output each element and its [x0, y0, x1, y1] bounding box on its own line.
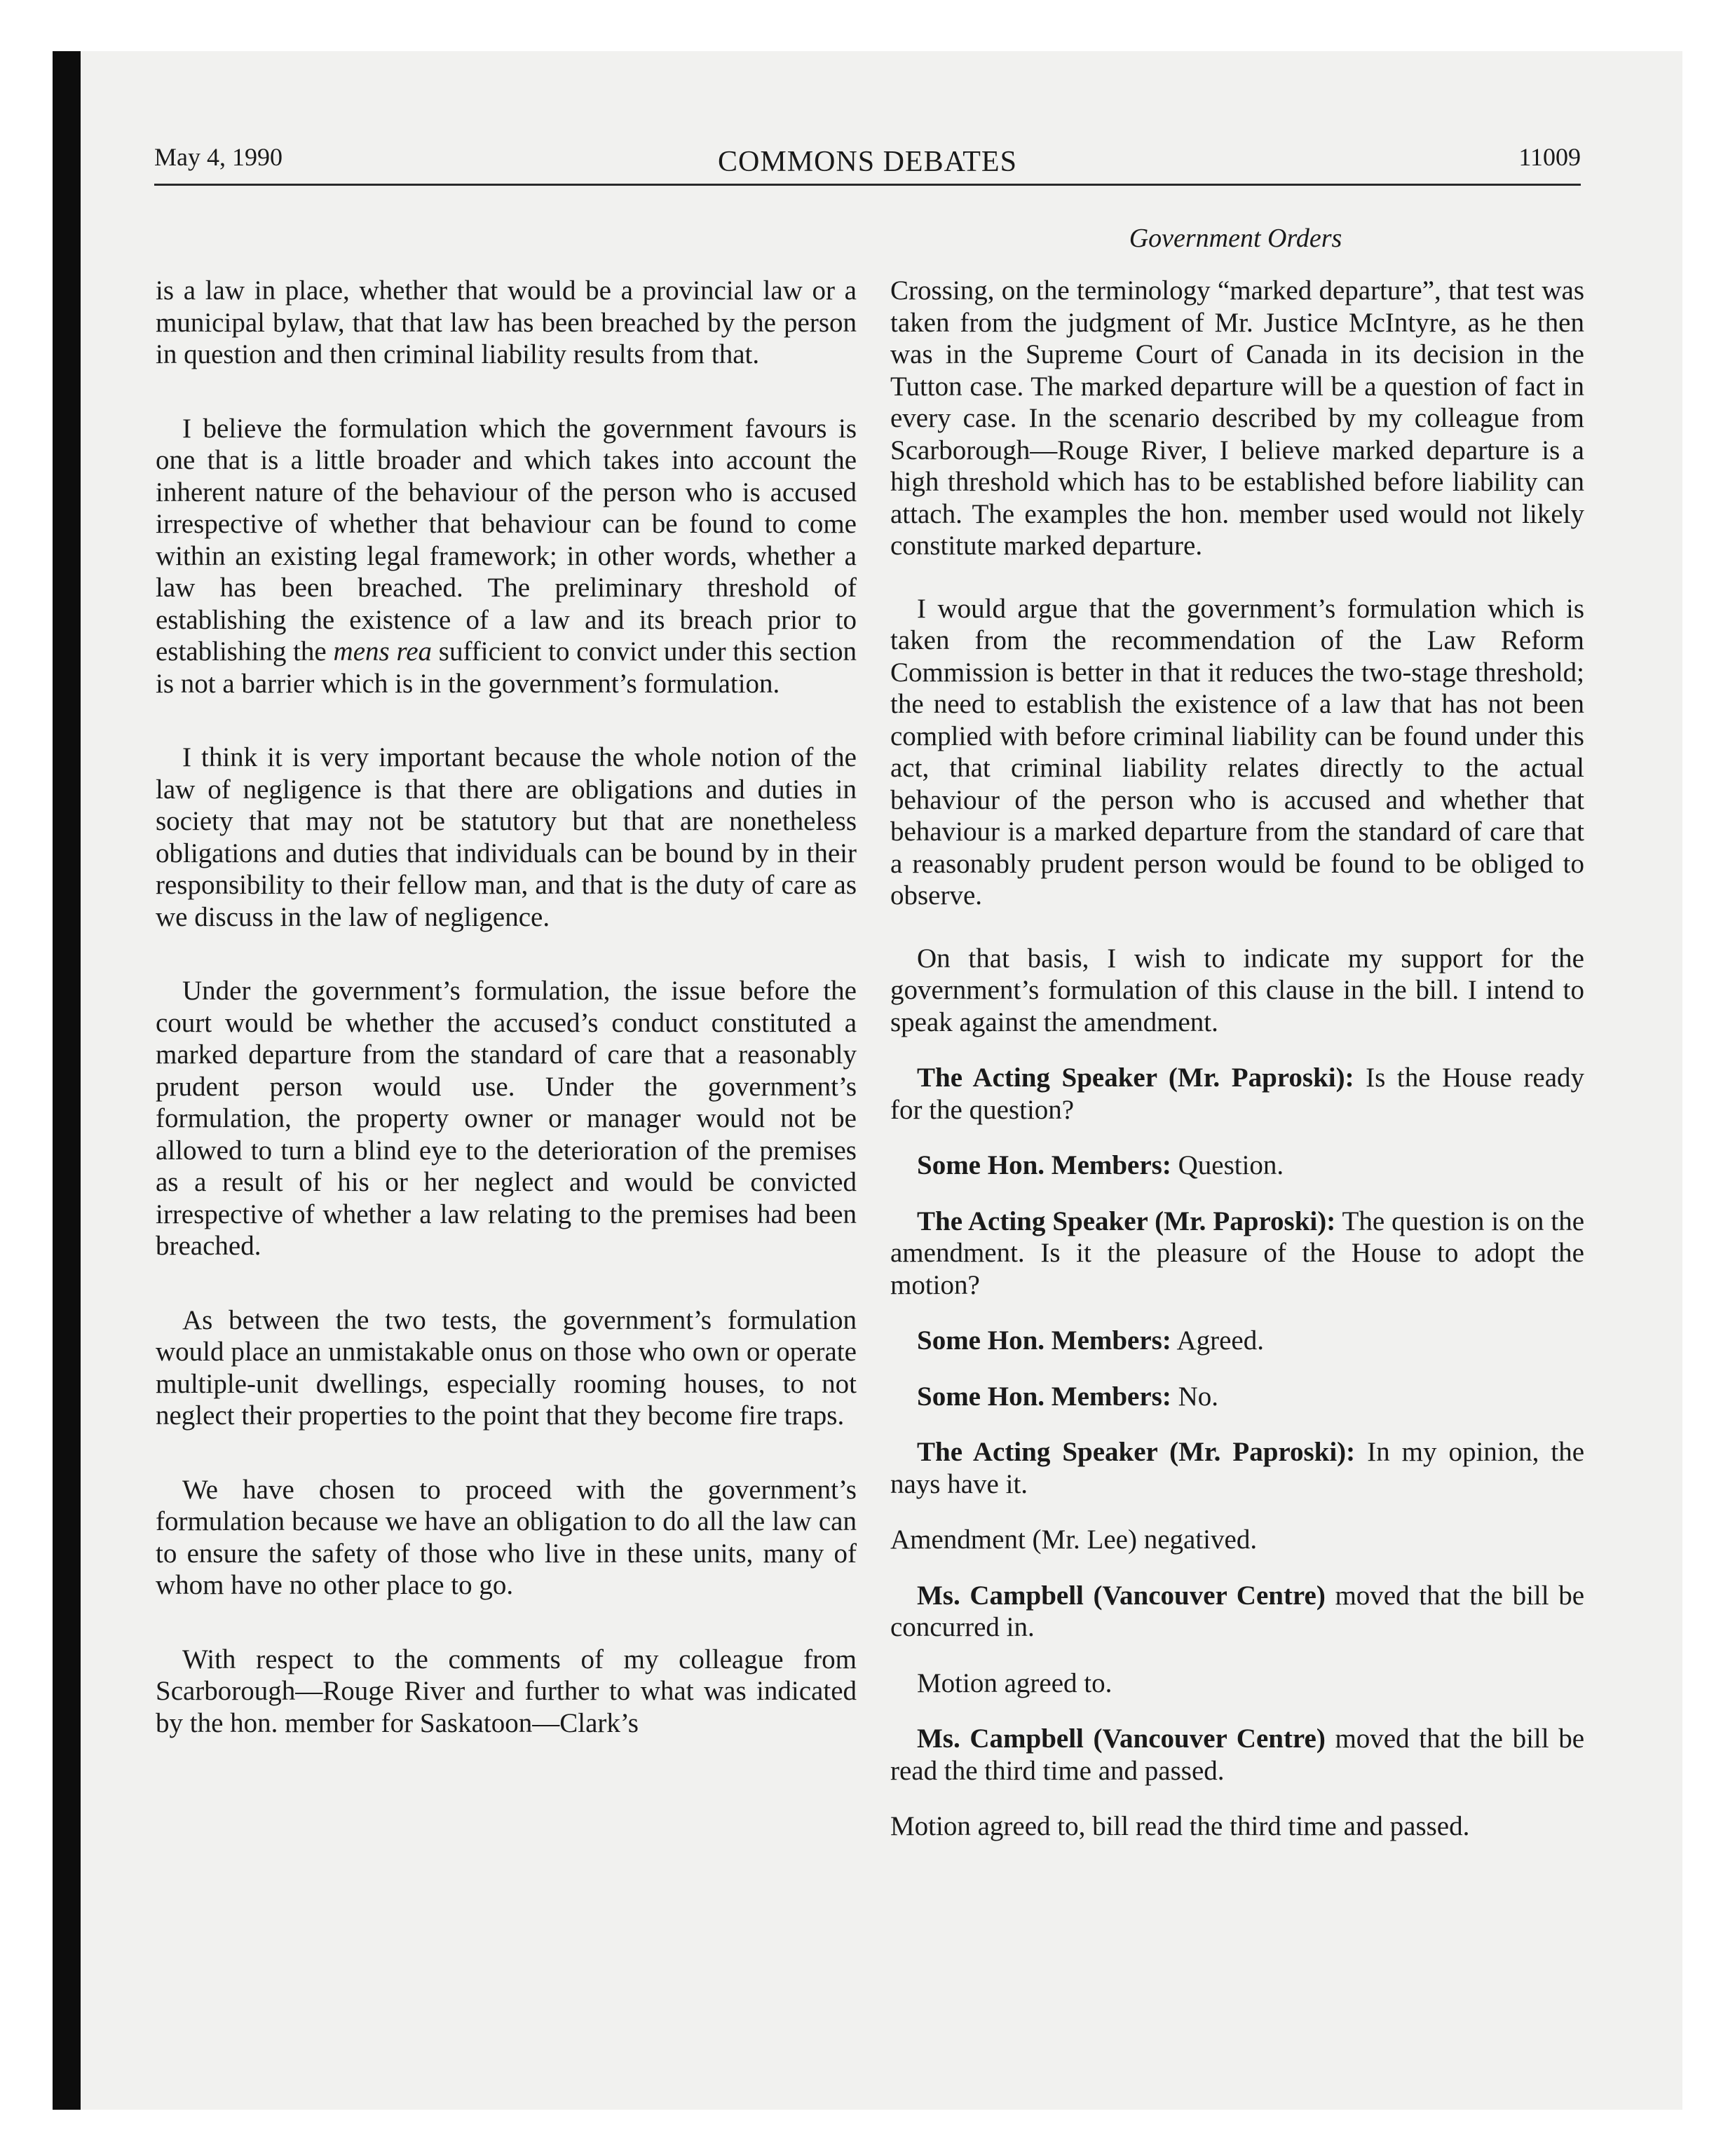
speech-text: Agreed.: [1176, 1325, 1264, 1356]
paragraph: Under the government’s formulation, the issue before the court would be whether the accused’s conduct constituted a marked departure from the standard of care that a reasonably prudent person would use. Under the government’s formulation, the property owner or manager would not be allowed to turn a blind eye to the deterioration of the premises as a result of his or her neglect and would be convicted irrespective of whether a law relating to the premises had been breached.: [156, 976, 857, 1261]
speech-text: The question is on the amendment. Is it the pleasure of the House to adopt the motion?: [890, 1206, 1585, 1300]
speech: [890, 1325, 1584, 1357]
speech-text: moved that the bill be concurred in.: [890, 1580, 1585, 1642]
speech-text: Question.: [1178, 1150, 1284, 1180]
paragraph-text: I believe the formulation which the government favours is one that is a little broader and which takes into account the inherent nature of the behaviour of the person who is accused irrespective of whether that behaviour can be found to come within an existing legal framework; in other words, whether a law has been breached. The preliminary threshold of establishing the existence of a law and its breach prior to establishing the: [156, 413, 857, 667]
speech: [890, 1436, 1584, 1500]
running-head: [154, 142, 1581, 184]
paragraph: On that basis, I wish to indicate my support for the government’s formulation of this clause in the bill. I intend to speak against the amendment.: [890, 943, 1584, 1037]
binding-edge: [53, 51, 81, 2110]
paragraph: is a law in place, whether that would be a provincial law or a municipal bylaw, that that law has been breached by the person in question and then criminal liability results from that.: [156, 275, 857, 369]
speech: [890, 1381, 1584, 1413]
speaker-name: The Acting Speaker (Mr. Paproski):: [917, 1437, 1356, 1467]
record-line: Amendment (Mr. Lee) negatived.: [890, 1524, 1258, 1555]
speaker-name: The Acting Speaker (Mr. Paproski):: [917, 1063, 1354, 1093]
speaker-name: The Acting Speaker (Mr. Paproski):: [917, 1206, 1336, 1236]
speech: [890, 1149, 1584, 1182]
speaker-name: Some Hon. Members:: [917, 1381, 1171, 1412]
paragraph: I would argue that the government’s formulation which is taken from the recommendation of the Law Reform Commission is better in that it reduces the two-stage threshold; the need to establish the existence of a law that has not been complied with before criminal liability can be found under this act, that criminal liability relates directly to the actual behaviour of the person who is accused and whether that behaviour is a marked departure from the standard of care that a reasonably prudent person would be found to be obliged to observe.: [890, 593, 1584, 910]
right-column: [890, 275, 1584, 1843]
speech: [890, 1206, 1584, 1302]
left-column: [156, 275, 857, 1739]
speaker-name: Some Hon. Members:: [917, 1325, 1171, 1356]
speech-text: Is the House ready for the question?: [890, 1063, 1585, 1125]
speech: [890, 1062, 1584, 1126]
paragraph: I think it is very important because the whole notion of the law of negligence is that there are obligations and duties in society that may not be statutory but that are nonetheless obligations and duties that individuals can be bound by in their responsibility to their fellow man, and that is the duty of care as we discuss in the law of negligence.: [156, 742, 857, 932]
header-title: COMMONS DEBATES: [718, 146, 1017, 178]
paragraph: With respect to the comments of my colleague from Scarborough—Rouge River and further to what was indicated by the hon. member for Saskatoon—Clark’s: [156, 1644, 857, 1738]
header-date: May 4, 1990: [154, 143, 283, 171]
page-number: 11009: [1518, 143, 1581, 171]
speech-text: moved that the bill be read the third time and passed.: [890, 1724, 1585, 1786]
speaker-name: Ms. Campbell (Vancouver Centre): [917, 1580, 1326, 1611]
record-line: Motion agreed to, bill read the third time and passed.: [890, 1811, 1470, 1841]
speech-text: In my opinion, the nays have it.: [890, 1437, 1585, 1499]
paragraph-italic: mens rea: [333, 636, 433, 667]
section-heading: Government Orders: [1129, 224, 1342, 253]
paragraph-text: sufficient to convict under this section is not a barrier which is in the government’s formulation.: [156, 636, 857, 699]
speaker-name: Ms. Campbell (Vancouver Centre): [917, 1724, 1326, 1754]
speech: [890, 1723, 1584, 1787]
speaker-name: Some Hon. Members:: [917, 1150, 1171, 1180]
paragraph: Crossing, on the terminology “marked departure”, that test was taken from the judgment of Mr. Justice McIntyre, as he then was in the Supreme Court of Canada in its decision in the Tutton case. The marked departure will be a question of fact in every case. In the scenario described by my colleague from Scarborough—Rouge River, I believe marked departure is a high threshold which has to be established before liability can attach. The examples the hon. member used would not likely constitute marked departure.: [890, 275, 1584, 561]
record-line: Motion agreed to.: [917, 1667, 1113, 1698]
paragraph: We have chosen to proceed with the government’s formulation because we have an obligation to do all the law can to ensure the safety of those who live in these units, many of whom have no other place to go.: [156, 1474, 857, 1600]
header-rule: [154, 184, 1581, 186]
speech: [890, 1580, 1584, 1644]
speech-text: No.: [1178, 1381, 1219, 1412]
paragraph: As between the two tests, the government’s formulation would place an unmistakable onus on those who own or operate multiple-unit dwellings, especially rooming houses, to not neglect their properties to the point that they become fire traps.: [156, 1304, 857, 1431]
paragraph: [156, 413, 857, 700]
